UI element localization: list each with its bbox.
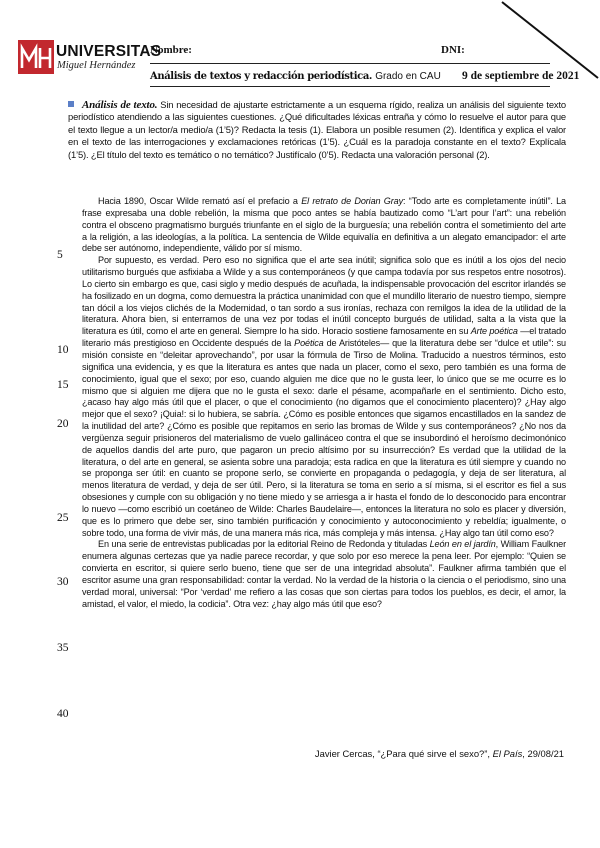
- exam-date: 9 de septiembre de 2021: [462, 70, 580, 82]
- university-logo: [18, 40, 162, 76]
- paragraph-3: En una serie de entrevistas publicadas por la editorial Reino de Redonda y tituladas León en el jardín, William Faulkner enumera algunas certezas que ya nadie parece recordar, y que solo por eso merece la pena leer. Por ejemplo: “Quien se convierta en escritor, si quiere serlo bueno, tiene que ser de una integridad absoluta”. Faulkner afirma también que el escritor asume una gran responsabilidad: contar la verdad. No la verdad de la historia o la ciencia o el periodismo, sino una verdad moral, universal: “Por ‘verdad’ me refiero a las cosas que son ciertas para todos los pueblos, es decir, el amor, la amistad, el valor, el miedo, la codicia”. Otra vez: ¿hay algo más útil que eso?: [82, 539, 566, 609]
- header-rule: [150, 63, 550, 64]
- line-number: 25: [57, 512, 69, 524]
- logo-subtitle: Miguel Hernández: [57, 60, 136, 71]
- line-number: 15: [57, 379, 69, 391]
- dni-label: DNI:: [441, 44, 465, 56]
- line-number: 10: [57, 344, 69, 356]
- corner-diagonal-line: [500, 0, 600, 80]
- book-title: El retrato de Dorian Gray: [301, 196, 404, 206]
- book-title: Poética: [294, 338, 324, 349]
- newspaper-name: El País: [492, 748, 523, 759]
- book-title: León en el jardín: [429, 539, 496, 550]
- line-number: 30: [57, 576, 69, 588]
- logo-title: UNIVERSITAS: [56, 43, 162, 60]
- paragraph-1: Hacia 1890, Oscar Wilde remató así el prefacio a El retrato de Dorian Gray: “Todo arte es completamente inútil”. La frase expresaba una doble rebelión, la misma que poco antes se había bautizado como “L’art pour l’art”: una rebelión contra el obsceno pragmatismo burgués triunfante en el siglo de la burguesía; una rebelión contra el sometimiento del arte a la religión, a las ideologías, a la política. La sentencia de Wilde equivalía en definitiva a un alegato emancipador: el arte debe ser autónomo, independiente, válido por sí mismo.: [82, 196, 566, 254]
- instructions-lead: Análisis de texto.: [82, 99, 158, 111]
- degree-name: Grado en CAU: [375, 71, 441, 82]
- instructions: [68, 99, 566, 161]
- instructions-text: Sin necesidad de ajustarte estrictamente a un esquema rígido, realiza un análisis del siguiente texto periodístico atendiendo a las siguientes cuestiones. ¿Qué dificultades léxicas entraña y cómo lo resuelve el autor para que el texto llegue a un lector/a medio/a (1’5)? Redacta la tesis (1). Elabora un posible resumen (2). Identifica y explica el valor en el texto de las interrogaciones y exclamaciones retóricas (1’5). ¿Cuál es la paradoja constante en el texto? Explícala (1’5). ¿El título del texto es temático o no temático? Justifícalo (0’5). Redacta una valoración personal (2).: [68, 99, 566, 160]
- nombre-label: Nombre:: [150, 44, 192, 56]
- line-number: 5: [57, 249, 63, 261]
- line-number: 40: [57, 708, 69, 720]
- subject-title: Análisis de textos y redacción periodística.: [150, 71, 372, 82]
- line-number: 35: [57, 642, 69, 654]
- subject-line: [150, 70, 579, 82]
- paragraph-2: Por supuesto, es verdad. Pero eso no significa que el arte sea inútil; significa solo que es inútil a los ojos del necio utilitarismo burgués que asfixiaba a Wilde y a sus contemporáneos (y que campa todavía por sus respetos entre nosotros). Lo cierto sin embargo es que, casi siglo y medio después de acuñada, la indispensable provocación del escritor irlandés se ha fosilizado en un dogma, como demuestra la práctica unanimidad con que el mundillo literario de nuestro tiempo, siempre tan dócil a los viejos clichés de la Modernidad, o tan sordo a sus ironías, rechaza con remilgos la idea de la utilidad de la literatura. Ahora bien, si enterramos de una vez por todas el inútil concepto burgués de utilidad, salta a la vista que la literatura es útil, como el arte en general. Siempre lo ha sido. Horacio sostiene famosamente en su Arte poética —el tratado literario más prestigioso en Occidente después de la Poética de Aristóteles— que la literatura debe ser “dulce et utile”: su misión consiste en “deleitar aprovechando”, por usar la fórmula de Tirso de Molina. Traducido a nuestros términos, esto significa una evidencia, y es que la literatura es antes que nada un placer, como el sexo, pero también es una forma de conocimiento, igual que el sexo; por eso, cuando alguien me dice que no le gusta leer, lo único que se me ocurre es lo mismo que si alguien me dijera que no le gusta el sexo: darle el pésame, acompañarle en el sentimiento. Dicho esto, ¿acaso hay algo más útil que el placer, o que el conocimiento (no digamos que el conocimiento placentero)? ¿Hay algo mejor que el sexo? ¡Quia!: si lo hubiera, se sabría. ¿Cómo es posible entonces que sigamos encastillados en la sandez de la inutilidad del arte? ¿Cómo es posible que repitamos en serio las bromas de Wilde y sus contemporáneos? ¿No nos da vergüenza seguir prisioneros del materialismo de vuelo gallináceo contra el que se insubordinó el heroísmo decimonónico de aquellos dandis del arte puro, que pagaron un precio altísimo por su insurrección? Es verdad que la utilidad de la literatura, o del arte en general, se asienta sobre una paradoja; esta radica en que la literatura es útil siempre y cuando no se proponga ser útil: en cuanto se propone serlo, se convierte en propaganda o pedagogía, y deja de ser literatura, al menos literatura de verdad, y deja de ser útil. Pero, si la literatura se toma en serio a sí misma, si el escritor es fiel a sus obsesiones y cumple con su obligación y no tiene miedo y se arriesga a ir hasta el fondo de lo desconocido para encontrar lo nuevo —como escribió un coetáneo de Wilde: Charles Baudelaire—, entonces la literatura no solo es placer y diversión, que es lo primero que debe ser, sino también purificación y conocimiento y autoconocimiento y rebeldía; igualmente, o sobre todo, una forma de vivir más, de una manera más rica, más compleja y más intensa. ¿Hay algo tan útil como eso?: [82, 255, 567, 538]
- line-number: 20: [57, 418, 69, 430]
- article-signature: Javier Cercas, “¿Para qué sirve el sexo?”, El País, 29/08/21: [314, 748, 564, 759]
- umh-logo-mark: [18, 40, 54, 74]
- article-body: [82, 196, 566, 611]
- subject-rule: [150, 86, 550, 87]
- book-title: Arte poética: [470, 326, 518, 337]
